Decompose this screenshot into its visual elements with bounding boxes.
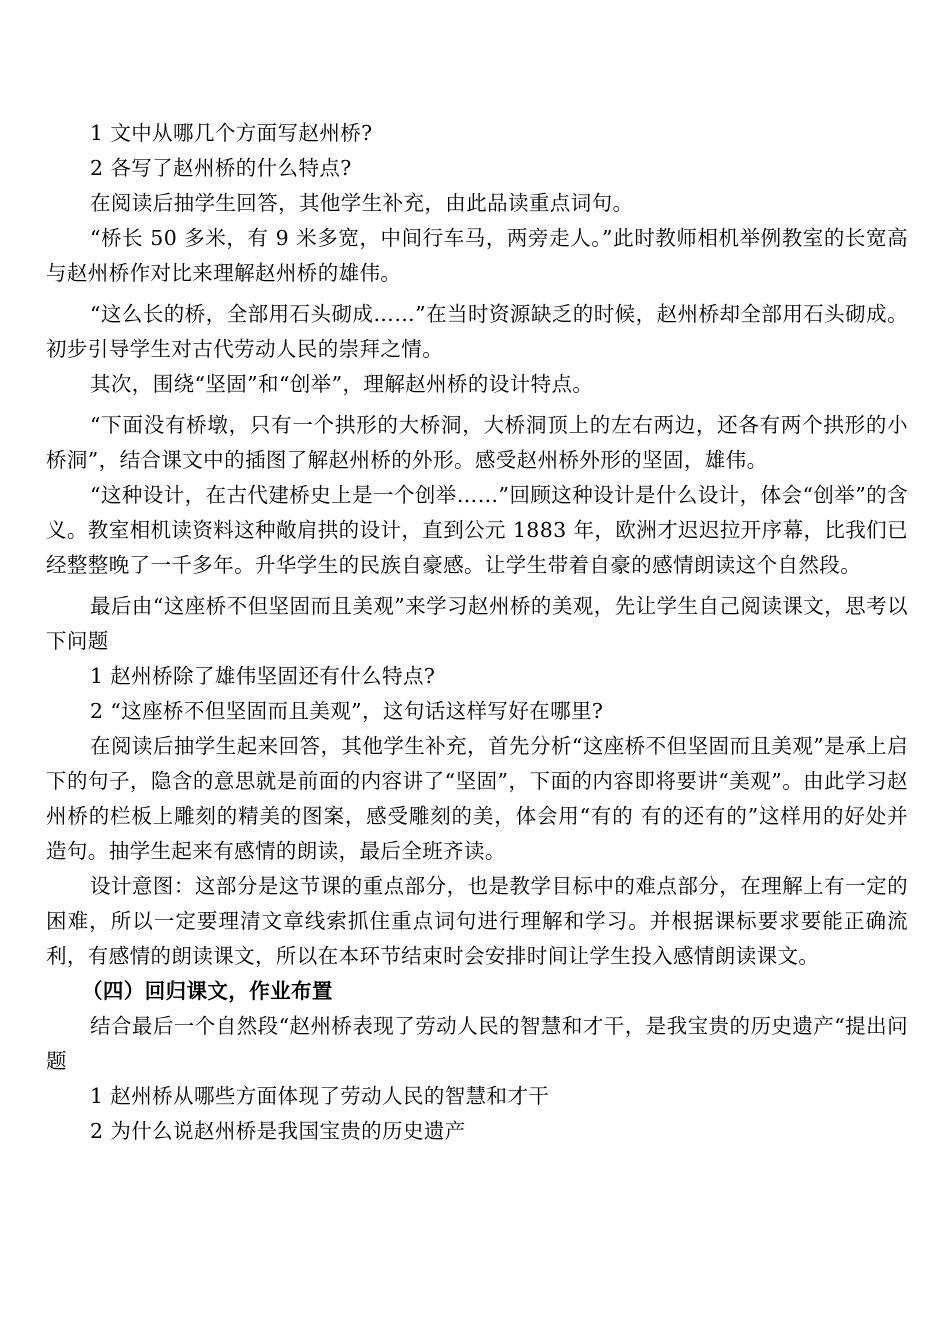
paragraph-answer: 在阅读后抽学生回答，其他学生补充，由此品读重点词句。: [90, 191, 634, 215]
paragraph-analysis: 在阅读后抽学生起来回答，其他学生补充，首先分析“这座桥不但坚固而且美观”是承上启下的句子，隐含的意思就是前面的内容讲了“坚固”，下面的内容即将要讲“美观”。由此学习赵州桥的栏板上雕刻的精美的图案，感受雕刻的美，体会用“有的 有的还有的”这样用的好处并造句。抽学生起来有感情的朗读，最后全班齐读。: [46, 734, 908, 863]
section-heading: （四）回归课文，作业布置: [82, 979, 333, 1003]
paragraph-beauty: 最后由“这座桥不但坚固而且美观”来学习赵州桥的美观，先让学生自己阅读课文，思考以下问题: [46, 594, 908, 653]
question-1: 1 文中从哪几个方面写赵州桥?: [90, 121, 373, 145]
paragraph-innovation: “这种设计，在古代建桥史上是一个创举……”回顾这种设计是什么设计，体会“创举”的含义。教室相机读资料这种敞肩拱的设计，直到公元 1883 年，欧洲才迟迟拉开序幕，比我们已经整整晚了一千多年。升华学生的民族自豪感。让学生带着自豪的感情朗读这个自然段。: [46, 483, 908, 577]
question-beauty-2: 2 “这座桥不但坚固而且美观”，这句话这样写好在哪里?: [90, 699, 604, 723]
paragraph-arch: “下面没有桥墩，只有一个拱形的大桥洞，大桥洞顶上的左右两边，还各有两个拱形的小桥洞”，结合课文中的插图了解赵州桥的外形。感受赵州桥外形的坚固，雄伟。: [46, 413, 908, 472]
paragraph-bridge-size: “桥长 50 多米，有 9 米多宽，中间行车马，两旁走人。”此时教师相机举例教室的长宽高与赵州桥作对比来理解赵州桥的雄伟。: [46, 226, 908, 285]
paragraph-stone: “这么长的桥，全部用石头砌成……”在当时资源缺乏的时候，赵州桥却全部用石头砌成。初步引导学生对古代劳动人民的崇拜之情。: [46, 302, 908, 361]
closing-question-1: 1 赵州桥从哪些方面体现了劳动人民的智慧和才干: [90, 1084, 550, 1108]
paragraph-closing: 结合最后一个自然段“赵州桥表现了劳动人民的智慧和才干，是我宝贵的历史遗产“提出问题: [46, 1014, 908, 1073]
closing-question-2: 2 为什么说赵州桥是我国宝贵的历史遗产: [90, 1119, 466, 1143]
paragraph-design-intent: 设计意图：这部分是这节课的重点部分，也是教学目标中的难点部分，在理解上有一定的困难，所以一定要理清文章线索抓住重点词句进行理解和学习。并根据课标要求要能正确流利，有感情的朗读课文，所以在本环节结束时会安排时间让学生投入感情朗读课文。: [46, 874, 908, 968]
document-page: [46, 116, 908, 1149]
question-2: 2 各写了赵州桥的什么特点?: [90, 156, 352, 180]
paragraph-design-intro: 其次，围绕“坚固”和“创举”，理解赵州桥的设计特点。: [90, 372, 594, 396]
question-beauty-1: 1 赵州桥除了雄伟坚固还有什么特点?: [90, 664, 436, 688]
